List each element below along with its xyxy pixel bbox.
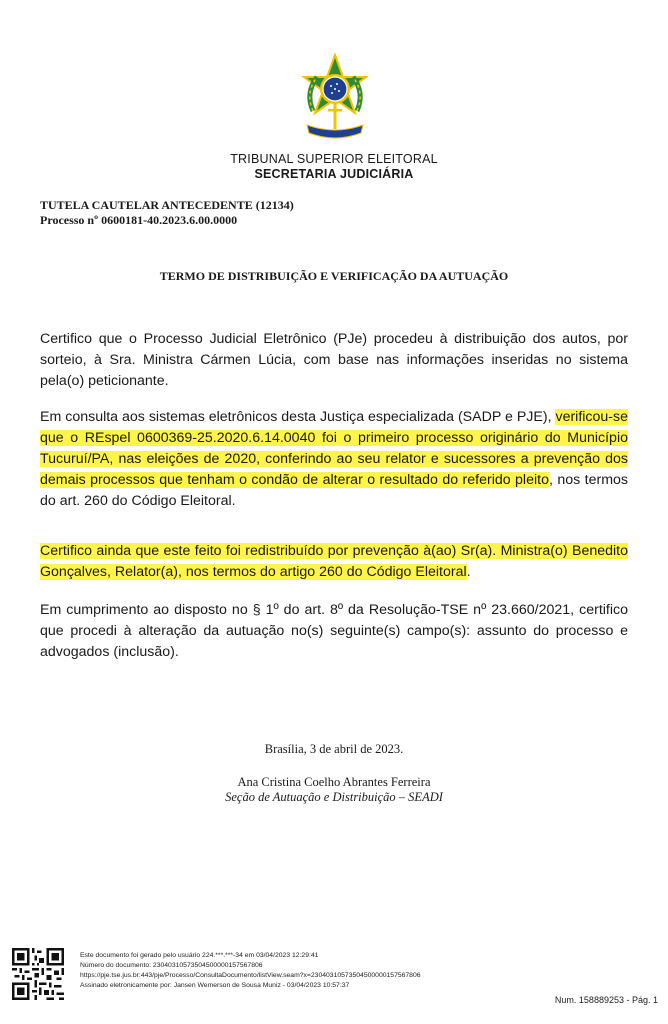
qr-code-icon [12, 948, 64, 1000]
footer-generated-by: Este documento foi gerado pelo usuário 224.***.***-34 em 03/04/2023 12:29:41 [80, 952, 319, 959]
footer-signed-by: Assinado eletronicamente por: Jansen Wemerson de Sousa Muniz - 03/04/2023 10:57:37 [80, 982, 350, 989]
highlighted-text: verificou-se que o REspel 0600369-25.2020.6.14.0040 foi o primeiro processo originário do Município Tucuruí/PA, nas eleições de 2020, conferindo ao seu relator e sucessores a prevenção dos demais processos que tenham o condão de alterar o resultado do referido pleito [40, 409, 629, 488]
paragraph-consultation [40, 407, 628, 512]
paragraph-text: Em cumprimento ao disposto no § 1º do art. 8º da Resolução-TSE nº 23.660/2021, certifico que procedi à alteração da autuação no(s) seguinte(s) campo(s): assunto do processo e advogados (inclusão). [40, 602, 628, 660]
highlighted-text: Certifico ainda que este feito foi redistribuído por prevenção à(ao) Sr(a). Ministra(o) Benedito Gonçalves, Relator(a), nos termos do artigo 260 do Código Eleitoral [40, 543, 628, 580]
document-title: TERMO DE DISTRIBUIÇÃO E VERIFICAÇÃO DA AUTUAÇÃO [159, 269, 509, 283]
paragraph-text: Certifico que o Processo Judicial Eletrônico (PJe) procedeu à distribuição dos autos, por sorteio, à Sra. Ministra Cármen Lúcia, com base nas informações inseridas no sistema pela(o) peticionante. [40, 331, 628, 389]
document-footer [80, 951, 421, 991]
paragraph-text: , nos termos do art. 260 do Código Eleitoral. [40, 472, 628, 509]
coat-of-arms-icon [299, 53, 371, 143]
signer-name: Ana Cristina Coelho Abrantes Ferreira [237, 775, 431, 789]
paragraph-distribution [40, 329, 628, 392]
paragraph-text: Em consulta aos sistemas eletrônicos desta Justiça especializada (SADP e PJE), [40, 409, 556, 425]
footer-document-url[interactable]: https://pje.tse.jus.br:443/pje/Processo/ConsultaDocumento/listView.seam?x=23040310573504500000157567806 [80, 972, 421, 979]
paragraph-redistribution [40, 541, 628, 583]
department-name: SECRETARIA JUDICIÁRIA [254, 167, 414, 181]
footer-document-number: Número do documento: 23040310573504500000157567806 [80, 962, 263, 969]
process-number: Processo nº 0600181-40.2023.6.00.0000 [40, 213, 238, 227]
paragraph-text: . [466, 564, 471, 580]
institution-name: TRIBUNAL SUPERIOR ELEITORAL [230, 152, 438, 166]
page-number: Num. 158889253 - Pág. 1 [554, 995, 658, 1005]
signer-section: Seção de Autuação e Distribuição – SEADI [225, 790, 443, 804]
place-date: Brasília, 3 de abril de 2023. [264, 742, 404, 756]
process-type: TUTELA CAUTELAR ANTECEDENTE (12134) [40, 198, 294, 212]
paragraph-compliance [40, 600, 628, 663]
